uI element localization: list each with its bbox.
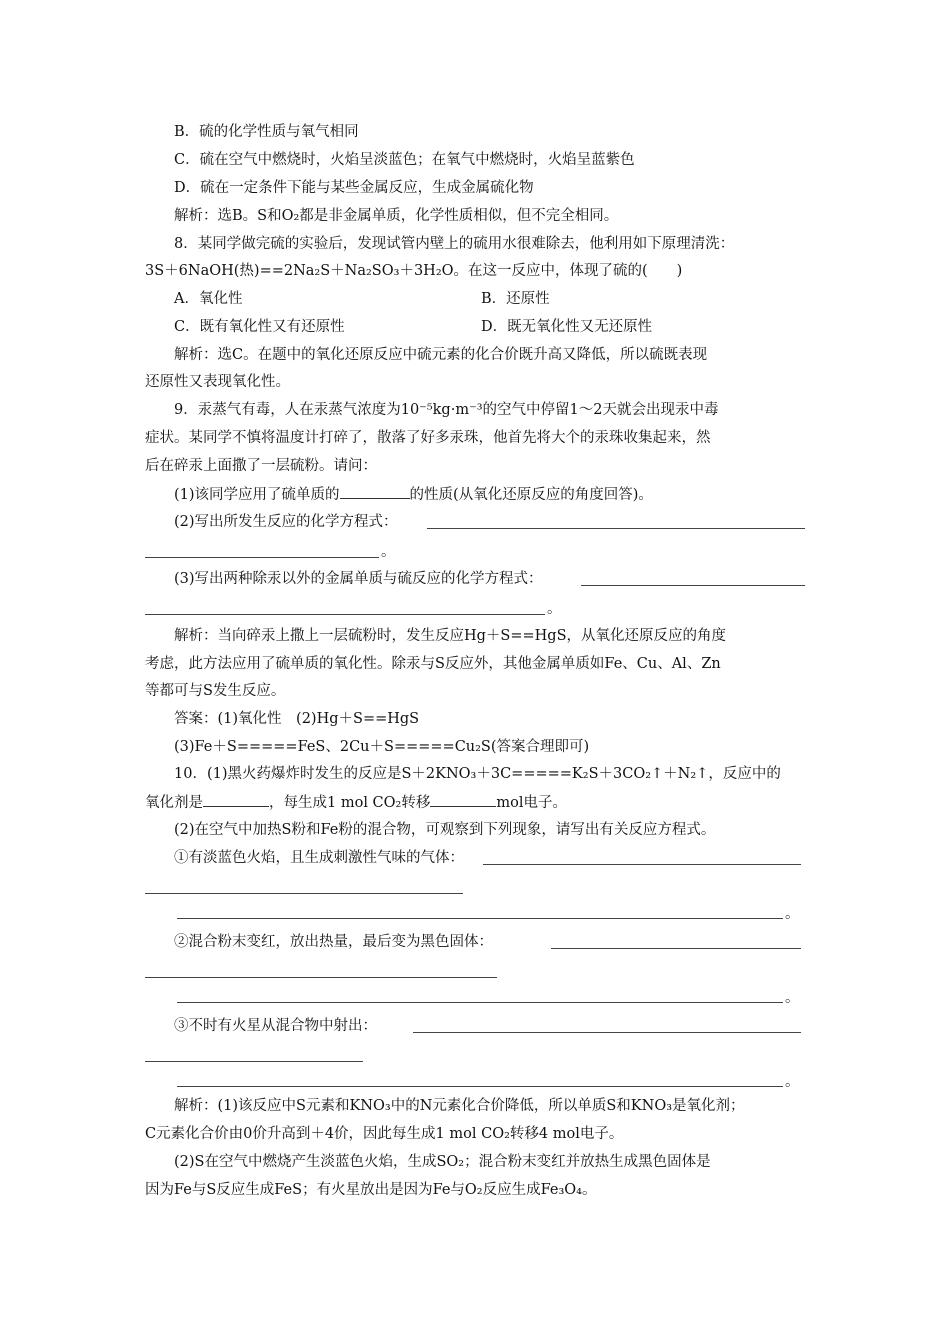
q8-analysis-line1: 解析：选C。在题中的氧化还原反应中硫元素的化合价既升高又降低，所以硫既表现 bbox=[174, 347, 708, 363]
q10-item1-period: 。 bbox=[785, 906, 800, 922]
q10-stem-line1: 10．(1)黑火药爆炸时发生的反应是S＋2KNO₃＋3C=====K₂S＋3CO₂↑＋N₂↑，反应中的 bbox=[174, 766, 781, 782]
q8-stem-line2: 3S＋6NaOH(热)==2Na₂S＋Na₂SO₃＋3H₂O。在这一反应中，体现了硫的( ) bbox=[145, 263, 683, 279]
q9-part1 bbox=[174, 484, 653, 504]
q10-item1-blank-line1[interactable] bbox=[483, 864, 801, 865]
q10-item2-period: 。 bbox=[785, 990, 800, 1006]
q9-analysis-line1: 解析：当向碎汞上撒上一层硫粉时，发生反应Hg＋S==HgS，从氧化还原反应的角度 bbox=[174, 628, 727, 644]
q9-part3-blank-line2[interactable] bbox=[145, 614, 545, 615]
q10-item1-blank-line3[interactable] bbox=[177, 918, 783, 919]
q9-part2-blank-line1[interactable] bbox=[427, 528, 805, 529]
q8-stem-line1: 8．某同学做完硫的实验后，发现试管内壁上的硫用水很难除去，他利用如下原理清洗： bbox=[174, 236, 735, 252]
q9-part2-period: 。 bbox=[381, 544, 396, 560]
q10-stem-text-c: mol电子。 bbox=[496, 795, 567, 811]
q9-part1-text-b: 的性质(从氧化还原反应的角度回答)。 bbox=[409, 487, 653, 503]
q10-item3-blank-line3[interactable] bbox=[177, 1086, 783, 1087]
q10-oxidant-blank[interactable] bbox=[203, 792, 269, 807]
q10-item2: ②混合粉末变红，放出热量，最后变为黑色固体： bbox=[174, 934, 493, 950]
q10-item2-blank-line2[interactable] bbox=[145, 977, 497, 978]
q9-stem-line2: 症状。某同学不慎将温度计打碎了，散落了好多汞珠，他首先将大个的汞珠收集起来，然 bbox=[145, 430, 711, 446]
q9-answer-line2: (3)Fe＋S=====FeS、2Cu＋S=====Cu₂S(答案合理即可) bbox=[174, 739, 590, 755]
q10-item1-blank-line2[interactable] bbox=[145, 893, 463, 894]
q8-option-row2 bbox=[174, 317, 653, 337]
q7-option-d: D．硫在一定条件下能与某些金属反应，生成金属硫化物 bbox=[174, 180, 534, 196]
q9-part1-blank[interactable] bbox=[340, 484, 410, 499]
q10-item3-blank-line2[interactable] bbox=[145, 1061, 363, 1062]
q10-analysis-line2: C元素化合价由0价升高到＋4价，因此每生成1 mol CO₂转移4 mol电子。 bbox=[145, 1126, 624, 1142]
q7-option-b: B．硫的化学性质与氧气相同 bbox=[174, 124, 359, 140]
q10-stem-line2 bbox=[145, 792, 567, 812]
q10-analysis-line4: 因为Fe与S反应生成FeS；有火星放出是因为Fe与O₂反应生成Fe₃O₄。 bbox=[145, 1182, 597, 1198]
q9-answer-line1: 答案：(1)氧化性 (2)Hg＋S==HgS bbox=[174, 711, 420, 727]
q9-analysis-line2: 考虑，此方法应用了硫单质的氧化性。除汞与S反应外，其他金属单质如Fe、Cu、Al、Zn bbox=[145, 656, 721, 672]
q8-option-b: B．还原性 bbox=[481, 291, 550, 307]
q10-analysis-line3: (2)S在空气中燃烧产生淡蓝色火焰，生成SO₂；混合粉末变红并放热生成黑色固体是 bbox=[174, 1154, 711, 1170]
q8-option-a: A．氧化性 bbox=[174, 291, 243, 307]
q10-item2-blank-line1[interactable] bbox=[551, 948, 801, 949]
q10-stem-text-b: ，每生成1 mol CO₂转移 bbox=[269, 795, 431, 811]
q7-analysis: 解析：选B。S和O₂都是非金属单质，化学性质相似，但不完全相同。 bbox=[174, 208, 619, 224]
q9-part2: (2)写出所发生反应的化学方程式： bbox=[174, 514, 398, 530]
q10-item3-period: 。 bbox=[785, 1074, 800, 1090]
q10-item3-blank-line1[interactable] bbox=[413, 1032, 801, 1033]
q9-stem-line3: 后在碎汞上面撒了一层硫粉。请问： bbox=[145, 458, 377, 474]
q10-electron-blank[interactable] bbox=[430, 792, 496, 807]
q8-option-c: C．既有氧化性又有还原性 bbox=[174, 319, 345, 335]
q10-analysis-line1: 解析：(1)该反应中S元素和KNO₃中的N元素化合价降低，所以单质S和KNO₃是氧化剂； bbox=[174, 1098, 745, 1114]
q7-option-c: C．硫在空气中燃烧时，火焰呈淡蓝色；在氧气中燃烧时，火焰呈蓝紫色 bbox=[174, 152, 635, 168]
q8-analysis-line2: 还原性又表现氧化性。 bbox=[145, 374, 290, 390]
q9-part3-blank-line1[interactable] bbox=[581, 585, 805, 586]
q9-part3-period: 。 bbox=[547, 601, 562, 617]
q9-part2-blank-line2[interactable] bbox=[145, 557, 379, 558]
q8-option-row1 bbox=[174, 289, 550, 309]
q10-stem-text-a: 氧化剂是 bbox=[145, 795, 203, 811]
q10-part2: (2)在空气中加热S粉和Fe粉的混合物，可观察到下列现象，请写出有关反应方程式。 bbox=[174, 822, 716, 838]
q9-part3: (3)写出两种除汞以外的金属单质与硫反应的化学方程式： bbox=[174, 571, 543, 587]
q9-part1-text-a: (1)该同学应用了硫单质的 bbox=[174, 487, 340, 503]
q10-item2-blank-line3[interactable] bbox=[177, 1002, 783, 1003]
q10-item1: ①有淡蓝色火焰，且生成刺激性气味的气体： bbox=[174, 850, 464, 866]
q9-analysis-line3: 等都可与S发生反应。 bbox=[145, 683, 286, 699]
q10-item3: ③不时有火星从混合物中射出： bbox=[174, 1018, 377, 1034]
q8-option-d: D．既无氧化性又无还原性 bbox=[481, 319, 653, 335]
q9-stem-line1: 9．汞蒸气有毒，人在汞蒸气浓度为10⁻⁵kg·m⁻³的空气中停留1～2天就会出现汞中毒 bbox=[174, 402, 719, 418]
